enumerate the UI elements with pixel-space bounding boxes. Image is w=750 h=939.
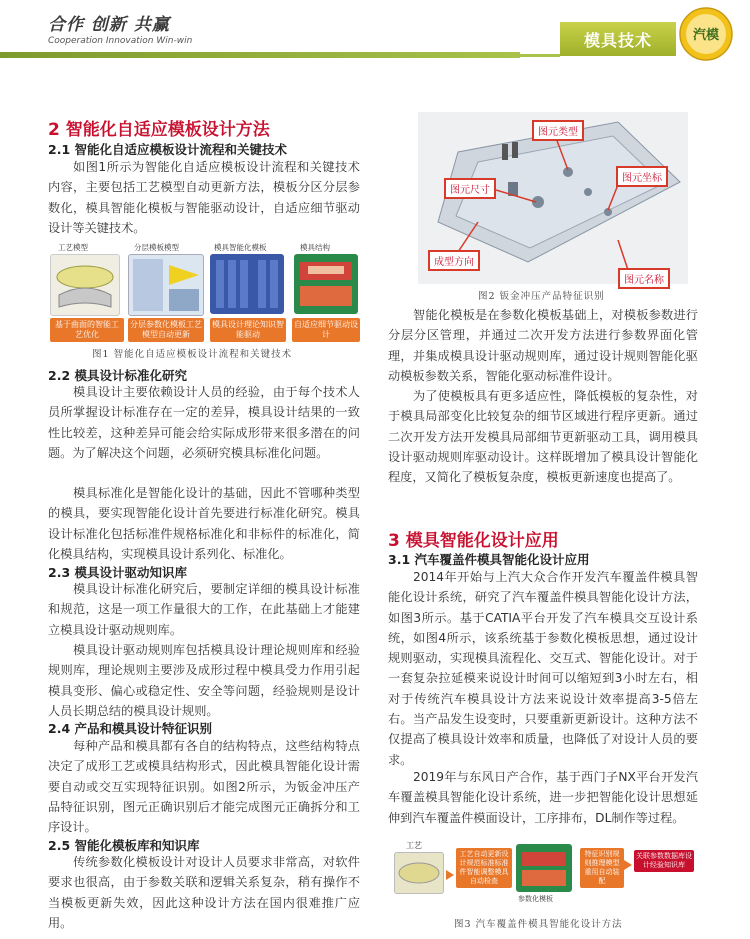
fig3-box-3: 关联参数数据库设计经验知识库 [634,850,694,872]
fig3-label-template: 参数化模板 [518,895,553,903]
figure-2 [418,112,688,284]
para-2-3-a: 模具设计标准化研究后，要制定详细的模具设计标准和规范，这是一项工作量很大的工作，在此基础上才能建立模具设计驱动规则库。 [48,582,360,637]
heading-section-3: 3 模具智能化设计应用 [388,531,559,551]
fig1-bottom-2: 分层参数化模板工艺模型自动更新 [128,318,204,342]
fig1-label-3: 模具智能化模板 [214,243,267,252]
fig1-label-1: 工艺模型 [58,243,88,252]
para-3-1-a: 2014年开始与上汽大众合作开发汽车覆盖件模具智能化设计系统，研究了汽车覆盖件模具智能化设计方法，如图3所示。基于CATIA平台开发了汽车模具交互设计系统，如图4所示，该系统基于参数化模板思想，通过设计规则驱动，实现模具流程化、交互式、智能化设计。对于一套复杂拉延模来说设计时间可以缩短到3小时左右，相对于传统汽车模具设计方法来说设计效率提高3-5倍左右。当产品发生设变时，只要重新更新设计。这种方法不仅提高了模具设计效率和质量，也降低了对设计人员的要求。 [388,570,698,767]
fig1-die-structure-image [294,254,358,314]
header-rule-thin [520,54,560,57]
heading-3-1: 3.1 汽车覆盖件模具智能化设计应用 [388,552,590,567]
heading-2-4: 2.4 产品和模具设计特征识别 [48,721,212,736]
para-2-1: 如图1所示为智能化自适应模板设计流程和关键技术内容，主要包括工艺模型自动更新方法，模板分区分层参数化，模具智能化模板与智能驱动设计，自适应细节驱动设计等关键技术。 [48,160,360,235]
fig3-arrow-2 [624,860,632,870]
fig2-caption: 图2 钣金冲压产品特征识别 [478,291,605,302]
fig3-box-2: 特征识别规则推理模型重用自动装配 [580,848,624,888]
fig1-bottom-4: 自适应细节驱动设计 [292,318,360,342]
fig1-label-2: 分层模板模型 [134,243,179,252]
heading-2-5: 2.5 智能化模板库和知识库 [48,838,200,853]
fig1-bottom-1: 基于曲面的智能工艺优化 [50,318,124,342]
para-2-3-b: 模具设计驱动规则库包括模具设计理论规则库和经验规则库，理论规则主要涉及成形过程中模具受力作用引起模具变形、偏心或稳定性、安全等问题，经验规则是设计人员长期总结的模具设计规则。 [48,643,360,718]
para-3-1-b: 2019年与东风日产合作，基于西门子NX平台开发汽车覆盖模具智能化设计系统，进一步把智能化设计思想延伸到汽车覆盖件模面设计，工序排布，DL制作等过程。 [388,770,698,825]
fig2-callout-size: 图元尺寸 [444,178,496,199]
fig1-caption: 图1 智能化自适应模板设计流程和关键技术 [92,349,293,360]
slogan: 合作 创新 共赢 [48,15,170,35]
fig3-label-process: 工艺 [406,841,422,850]
fig3-box-1: 工艺自动更新设计规范标准标准件智能调整模具自动检查 [456,848,512,888]
para-2-2-b: 模具标准化是智能化设计的基础，因此不管哪种类型的模具，要实现智能化设计首先要进行标准化研究。模具设计标准化包括标准件规格标准化和非标件的标准化，简化模具结构，实现模具设计系列化、标准化。 [48,486,360,561]
fig1-bottom-3: 模具设计理论知识智能驱动 [210,318,286,342]
fig1-label-4: 模具结构 [300,243,330,252]
fig2-callout-direction: 成型方向 [428,250,480,271]
header-rule [0,52,520,58]
heading-2-3: 2.3 模具设计驱动知识库 [48,565,187,580]
logo-text: 汽模 [692,28,720,43]
fig3-arrow-1 [446,870,454,880]
para-2-4: 每种产品和模具都有各自的结构特点，这些结构特点决定了成形工艺或模具结构形式，因此模具智能化设计需要自动或交互实现特征识别。如图2所示，为钣金冲压产品特征识别，图元正确识别后才能完成图元正确拆分和工序设计。 [48,739,360,835]
heading-section-2: 2 智能化自适应模板设计方法 [48,120,270,140]
page-header [0,0,750,70]
fig2-callout-type: 图元类型 [532,120,584,141]
fig1-smart-template-image [210,254,284,314]
fig2-callout-coord: 图元坐标 [616,166,668,187]
fig1-process-model-image [50,254,120,316]
para-2-2-a: 模具设计主要依赖设计人员的经验，由于每个技术人员所掌握设计标准存在一定的差异，模具设计结果的一致性比较差，这种差异可能会给实际成形带来很多潜在的问题。为了解决这个问题，必须研究模具标准化问题。 [48,385,360,460]
figure-1 [48,242,360,342]
section-tab: 模具技术 [560,22,676,56]
para-right-2: 为了使模板具有更多适应性，降低模板的复杂性，对于模具局部变化比较复杂的细节区域进行程序更新。通过二次开发方法开发模具局部细节更新驱动工具，调用模具设计驱动规则库驱动设计。这样既增加了模具设计智能化程度，又简化了模板复杂度，模板更新速度也提高了。 [388,389,698,485]
slogan-english: Cooperation Innovation Win-win [48,36,193,46]
figure-3 [392,840,692,912]
heading-2-1: 2.1 智能化自适应模板设计流程和关键技术 [48,142,287,157]
association-logo [678,6,734,62]
para-right-1: 智能化模板是在参数化模板基础上，对模板参数进行分层分区管理，并通过二次开发方法进行参数界面化管理，并集成模具设计驱动规则库，通过设计规则智能化驱动模板参数关系，智能化驱动标准件设计。 [388,308,698,383]
fig3-template-image [516,844,572,892]
heading-2-2: 2.2 模具设计标准化研究 [48,368,187,383]
fig3-process-image [394,852,444,894]
fig1-layered-template-image [128,254,204,316]
fig3-caption: 图3 汽车覆盖件模具智能化设计方法 [454,919,623,930]
fig2-callout-name: 图元名称 [618,268,670,289]
para-2-5: 传统参数化模板设计对设计人员要求非常高，对软件要求也很高，由于参数关联和逻辑关系复杂，稍有操作不当模板更新失效，因此这种设计方法在国内很难推广应用。 [48,855,360,930]
